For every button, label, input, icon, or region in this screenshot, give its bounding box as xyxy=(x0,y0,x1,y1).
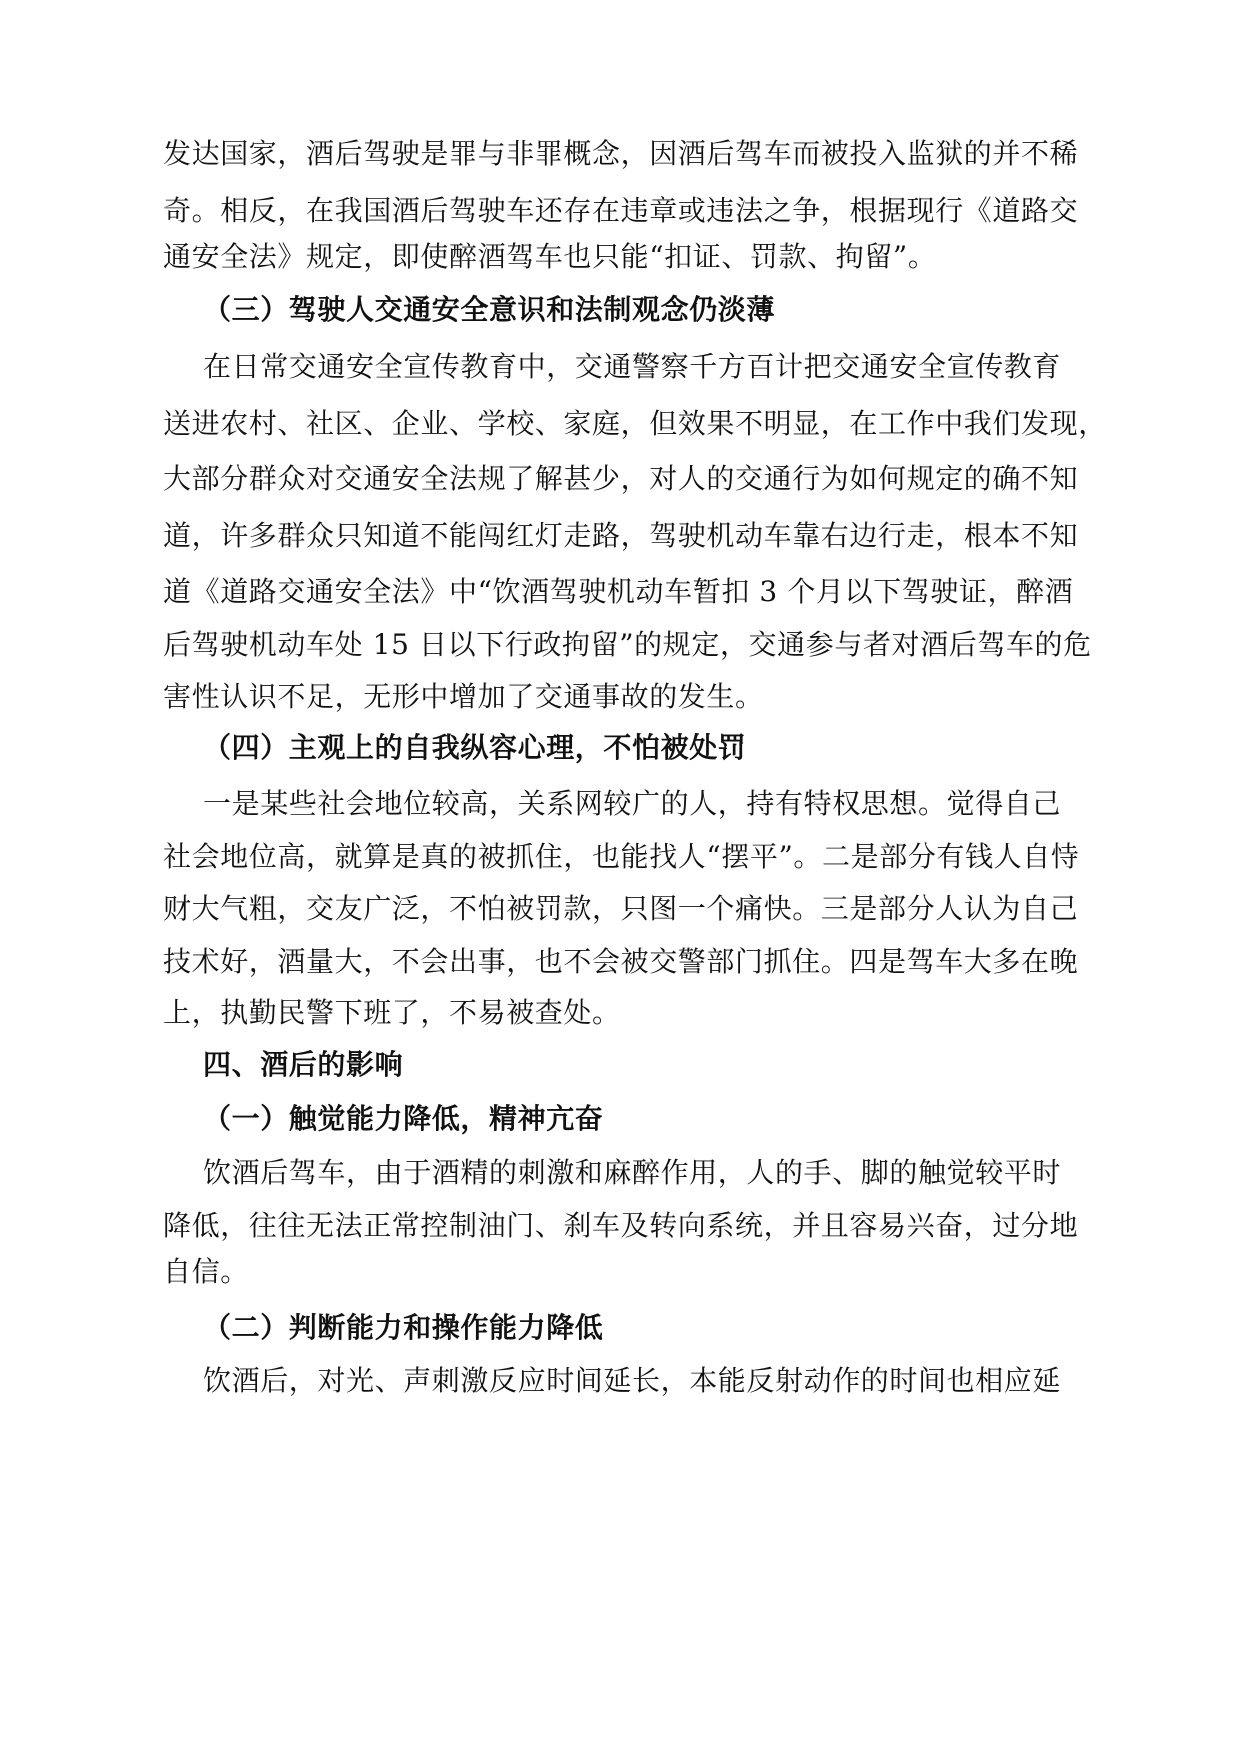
paragraph-line: 自信。 xyxy=(163,1255,249,1288)
paragraph-line: 降低，往往无法正常控制油门、刹车及转向系统，并且容易兴奋，过分地 xyxy=(163,1209,1079,1242)
paragraph-line: 后驾驶机动车处 15 日以下行政拘留”的规定，交通参与者对酒后驾车的危 xyxy=(163,628,1092,661)
paragraph-line: 饮酒后，对光、声刺激反应时间延长，本能反射动作的时间也相应延 xyxy=(203,1364,1062,1397)
paragraph-line: 技术好，酒量大，不会出事，也不会被交警部门抓住。四是驾车大多在晚 xyxy=(163,945,1079,978)
section-heading: 四、酒后的影响 xyxy=(203,1048,404,1081)
paragraph-line: 害性认识不足，无形中增加了交通事故的发生。 xyxy=(163,680,764,713)
section-heading: （一）触觉能力降低，精神亢奋 xyxy=(203,1102,604,1135)
paragraph-line: 财大气粗，交友广泛，不怕被罚款，只图一个痛快。三是部分人认为自己 xyxy=(163,892,1079,925)
paragraph-line: 饮酒后驾车，由于酒精的刺激和麻醉作用，人的手、脚的触觉较平时 xyxy=(203,1156,1062,1189)
paragraph-line: 发达国家，酒后驾驶是罪与非罪概念，因酒后驾车而被投入监狱的并不稀 xyxy=(163,137,1079,170)
paragraph-line: 社会地位高，就算是真的被抓住，也能找人“摆平”。二是部分有钱人自恃 xyxy=(163,840,1080,873)
paragraph-line: 道《道路交通安全法》中“饮酒驾驶机动车暂扣 3 个月以下驾驶证，醉酒 xyxy=(163,575,1074,608)
section-heading: （二）判断能力和操作能力降低 xyxy=(203,1311,604,1344)
paragraph-line: 送进农村、社区、企业、学校、家庭，但效果不明显，在工作中我们发现， xyxy=(163,407,1107,440)
section-heading: （四）主观上的自我纵容心理，不怕被处罚 xyxy=(203,731,747,764)
paragraph-line: 大部分群众对交通安全法规了解甚少，对人的交通行为如何规定的确不知 xyxy=(163,462,1079,495)
paragraph-line: 通安全法》规定，即使醉酒驾车也只能“扣证、罚款、拘留”。 xyxy=(163,240,937,273)
paragraph-line: 上，执勤民警下班了，不易被查处。 xyxy=(163,996,621,1029)
section-heading: （三）驾驶人交通安全意识和法制观念仍淡薄 xyxy=(203,293,776,326)
paragraph-line: 奇。相反，在我国酒后驾驶车还存在违章或违法之争，根据现行《道路交 xyxy=(163,194,1079,227)
paragraph-line: 在日常交通安全宣传教育中，交通警察千方百计把交通安全宣传教育 xyxy=(203,350,1062,383)
paragraph-line: 一是某些社会地位较高，关系网较广的人，持有特权思想。觉得自己 xyxy=(203,787,1062,820)
paragraph-line: 道，许多群众只知道不能闯红灯走路，驾驶机动车靠右边行走，根本不知 xyxy=(163,519,1079,552)
